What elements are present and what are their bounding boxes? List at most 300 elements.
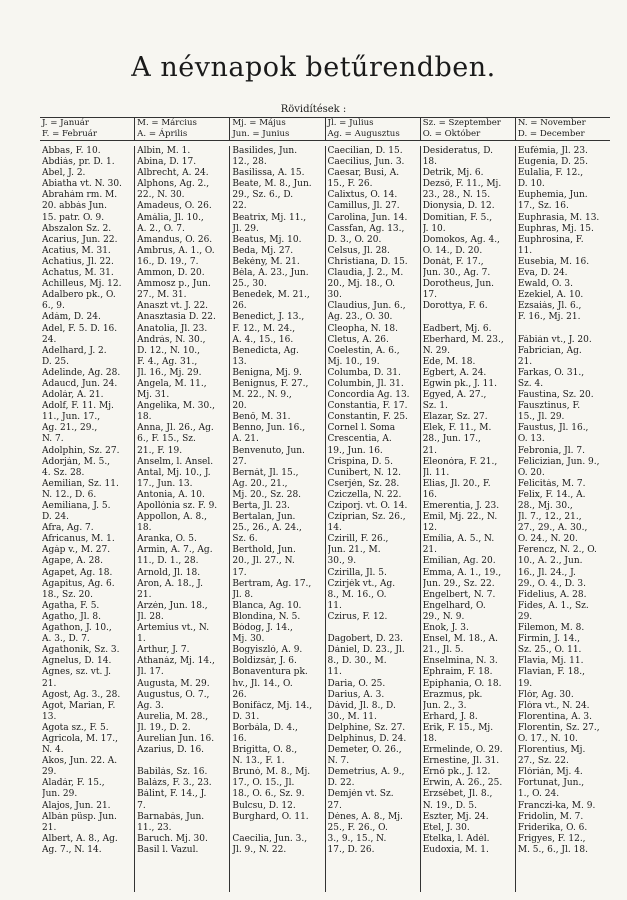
- name-day-entry: 21.: [422, 445, 438, 456]
- name-day-entry: Benedek, M. 21.,: [232, 290, 310, 301]
- name-day-entry: Agapet, Ag. 18.: [42, 567, 113, 578]
- name-day-entry: Domitian, F. 5.,: [422, 212, 493, 223]
- name-day-entry: 27.: [327, 800, 342, 811]
- name-day-entry: [137, 756, 227, 767]
- name-day-entry: F. 16., Mj. 21.: [517, 312, 581, 323]
- name-day-entry: Acarius, Jun. 22.: [42, 234, 118, 245]
- name-day-entry: Ábrahám rm. M.: [42, 190, 118, 201]
- name-day-entry: Fridolin, M. 7.: [517, 811, 584, 822]
- name-day-entry: 18.: [422, 733, 438, 744]
- name-day-entry: Christiana, D. 15.: [327, 256, 408, 267]
- name-day-entry: Czirill, F. 26.,: [327, 534, 389, 545]
- name-day-entry: Eusebia, M. 16.: [517, 256, 590, 267]
- name-day-entry: N. 13., F. 1.: [232, 756, 285, 767]
- name-day-entry: 16.: [232, 733, 247, 744]
- name-day-entry: Alajos, Jun. 21.: [42, 800, 111, 811]
- name-day-entry: Euphrosina, F.: [517, 234, 584, 245]
- name-day-entry: Achatius, Jl. 22.: [42, 256, 114, 267]
- name-day-entry: 21.: [42, 822, 57, 833]
- name-day-entry: N. 7.: [327, 756, 350, 767]
- name-day-entry: Antal, Mj. 10., J.: [137, 467, 211, 478]
- legend-entry: O. = Október: [422, 128, 481, 139]
- name-day-entry: Basilissa, A. 15.: [232, 168, 305, 179]
- name-day-entry: Abiatha vt. N. 30.: [42, 179, 122, 190]
- name-day-entry: 20. abbás Jun.: [42, 201, 107, 212]
- name-day-entry: Jl. 16., Mj. 29.: [137, 367, 202, 378]
- name-day-entry: Agatho, Jl. 8.: [42, 611, 101, 622]
- name-day-entry: Concordia Ag. 13.: [327, 390, 410, 401]
- name-day-entry: 11., 23.: [137, 822, 172, 833]
- name-day-entry: Alphons, Ag. 2.,: [137, 179, 210, 190]
- legend-entry: Ag. = Augusztus: [327, 128, 400, 139]
- name-day-entry: Eulalia, F. 12.,: [517, 168, 584, 179]
- name-day-entry: Albán püsp. Jun.: [42, 811, 117, 822]
- name-day-entry: Sz. 1.: [422, 401, 448, 412]
- name-day-entry: Elek, F. 11., M.: [422, 423, 492, 434]
- name-day-entry: Emil, Mj. 22., N.: [422, 512, 498, 523]
- name-column: [135, 146, 230, 892]
- name-day-entry: 12., 28.: [232, 157, 267, 168]
- name-day-entry: Dávid, Jl. 8., D.: [327, 700, 396, 711]
- name-day-entry: Abdiás, pr. D. 1.: [42, 157, 115, 168]
- name-day-entry: 17., D. 26.: [327, 844, 375, 855]
- name-day-entry: 27.: [232, 456, 247, 467]
- name-day-entry: Aemilian, Sz. 11.: [42, 478, 119, 489]
- name-day-entry: Jun. 21., M.: [327, 545, 381, 556]
- name-day-entry: Dionysia, D. 12.: [422, 201, 495, 212]
- name-day-entry: 28., Jun. 17.,: [422, 434, 481, 445]
- name-day-entry: Ádám, D. 24.: [42, 312, 101, 323]
- name-day-entry: Enselmina, N. 3.: [422, 656, 498, 667]
- name-day-entry: Etel, J. 30.: [422, 822, 470, 833]
- name-day-entry: 25., 26., A. 24.,: [232, 523, 302, 534]
- name-day-entry: Febronia, Jl. 7.: [517, 445, 585, 456]
- legend-entry: D. = December: [517, 128, 585, 139]
- name-day-entry: Arnold, Jl. 18.: [137, 567, 201, 578]
- name-day-entry: Cunibert, N. 12.: [327, 467, 401, 478]
- name-day-entry: 13.: [42, 711, 57, 722]
- name-day-entry: Achilleus, Mj. 12.: [42, 279, 122, 290]
- name-day-entry: A. 2., O. 7.: [137, 223, 185, 234]
- name-day-entry: Anna, Jl. 26., Ag.: [137, 423, 214, 434]
- name-day-entry: Bogyiszló, A. 9.: [232, 645, 303, 656]
- name-day-entry: Adalbero pk., O.: [42, 290, 116, 301]
- name-day-entry: Bertram, Ag. 17.,: [232, 578, 312, 589]
- name-day-entry: Jl. 29.: [232, 223, 259, 234]
- name-day-entry: Anaszt vt. J. 22.: [137, 301, 209, 312]
- name-day-entry: Emerentia, J. 23.: [422, 501, 500, 511]
- name-day-entry: Flavian, F. 18.,: [517, 667, 585, 678]
- legend-entry: Mj. = Május: [232, 118, 286, 128]
- name-day-entry: Africanus, M. 1.: [42, 534, 115, 545]
- name-day-entry: Dorottya, F. 6.: [422, 301, 488, 312]
- name-day-entry: Euphras, Mj. 15.: [517, 223, 594, 234]
- name-day-entry: Beatrix, Mj. 11.,: [232, 212, 307, 223]
- name-day-entry: Dániel, D. 23., Jl.: [327, 645, 405, 656]
- name-day-entry: Flór, Ag. 30.: [517, 689, 574, 700]
- name-day-entry: Constantin, F. 25.: [327, 412, 408, 423]
- name-day-entry: Flavia, Mj. 11.: [517, 656, 584, 667]
- name-day-entry: 15. patr. O. 9.: [42, 212, 105, 223]
- name-day-entry: N. 7.: [42, 434, 64, 445]
- name-day-entry: Ezekiel, A. 10.: [517, 290, 584, 301]
- name-day-entry: Cleopha, N. 18.: [327, 323, 399, 334]
- name-day-entry: Beatus, Mj. 10.: [232, 234, 302, 245]
- name-day-entry: Ewald, O. 3.: [517, 279, 574, 290]
- name-day-entry: 19., Jun. 16.: [327, 445, 383, 456]
- name-day-entry: Anasztasia D. 22.: [137, 312, 216, 323]
- name-day-entry: D. 31.: [232, 711, 260, 722]
- name-day-entry: 29., N. 9.: [422, 611, 465, 622]
- name-day-entry: Babilás, Sz. 16.: [137, 767, 208, 778]
- name-day-entry: Fabrician, Ag.: [517, 345, 582, 356]
- name-day-entry: Ag. 23., O. 30.: [327, 312, 393, 323]
- name-day-entry: Ammon, D. 20.: [137, 268, 205, 279]
- name-day-entry: Czirjék vt., Ag.: [327, 578, 396, 589]
- name-day-entry: Adelhard, J. 2.: [42, 345, 107, 356]
- name-day-entry: Angelika, M. 30.,: [137, 401, 215, 412]
- name-day-entry: N. 29.: [422, 345, 451, 356]
- name-day-entry: 16., Jl. 24., J.: [517, 567, 576, 578]
- name-day-entry: Cserjén, Sz. 28.: [327, 478, 400, 489]
- name-day-entry: Augusta, M. 29.: [137, 678, 210, 689]
- name-day-entry: Apollónia sz. F. 9.: [137, 501, 218, 511]
- name-day-entry: 13.: [232, 356, 247, 367]
- name-day-entry: Barnabás, Jun.: [137, 811, 205, 822]
- name-day-entry: Benigna, Mj. 9.: [232, 367, 302, 378]
- name-day-entry: Éva, D. 24.: [517, 268, 568, 279]
- name-day-entry: Carolina, Jun. 14.: [327, 212, 408, 223]
- name-day-entry: Amália, Jl. 10.,: [137, 212, 204, 223]
- name-day-entry: Antonia, A. 10.: [137, 489, 205, 500]
- legend-entry: Jun. = Junius: [232, 128, 290, 139]
- name-day-entry: Blondina, N. 5.: [232, 611, 301, 622]
- name-day-entry: Bertalan, Jun.: [232, 512, 296, 523]
- name-day-entry: Caesar, Busi, A.: [327, 168, 400, 179]
- name-day-entry: Demeter, O. 26.,: [327, 745, 402, 756]
- name-day-entry: 17., Jun. 13.: [137, 478, 193, 489]
- name-day-entry: Celsus, Jl. 28.: [327, 245, 390, 256]
- name-day-entry: Benignus, F. 27.,: [232, 378, 309, 389]
- name-day-entry: Ferencz, N. 2., O.: [517, 545, 597, 556]
- name-day-entry: 11.: [517, 245, 533, 256]
- legend-column: [230, 118, 325, 140]
- name-day-entry: Arzén, Jun. 18.,: [137, 600, 208, 611]
- name-day-entry: Sz. 25., O. 11.: [517, 645, 582, 656]
- name-day-entry: Felicitás, M. 7.: [517, 478, 586, 489]
- name-day-entry: Aurelia, M. 28.,: [137, 711, 209, 722]
- name-day-entry: Jun. 29., Sz. 22.: [422, 578, 495, 589]
- name-day-entry: Cziporj. vt. O. 14.: [327, 501, 408, 511]
- name-day-entry: 29., Sz. 6., D.: [232, 190, 294, 201]
- name-day-entry: Angela, M. 11.,: [137, 378, 207, 389]
- name-day-entry: Baruch. Mj. 30.: [137, 833, 208, 844]
- name-day-entry: Augustus, O. 7.,: [137, 689, 210, 700]
- name-day-entry: Albert, A. 8., Ag.: [42, 833, 118, 844]
- name-day-entry: Florentina, A. 3.: [517, 711, 593, 722]
- name-day-entry: Appollon, A. 8.,: [137, 512, 207, 523]
- name-day-entry: 30., M. 11.: [327, 711, 377, 722]
- name-day-entry: Adorján, M. 5.,: [42, 456, 111, 467]
- legend-entry: N. = November: [517, 118, 586, 128]
- name-day-entry: Erik, F. 15., Mj.: [422, 722, 494, 733]
- name-day-entry: Benedicta, Ag.: [232, 345, 299, 356]
- name-day-entry: Agnes, sz. vt. J.: [42, 667, 111, 678]
- name-day-entry: Arthur, J. 7.: [137, 645, 190, 656]
- name-day-entry: Bálint, F. 14., J.: [137, 789, 207, 800]
- name-day-entry: Egyed, A. 27.,: [422, 390, 487, 401]
- name-day-entry: 22.: [232, 201, 247, 212]
- name-day-entry: Emma, A. 1., 19.,: [422, 567, 502, 578]
- name-day-entry: Eugenia, D. 25.: [517, 157, 589, 168]
- legend-entry: Sz. = Szeptember: [422, 118, 501, 128]
- name-day-entry: M. 22., N. 9.,: [232, 390, 292, 401]
- name-day-entry: Czirus, F. 12.: [327, 611, 388, 622]
- name-day-entry: Jl. 17.: [137, 667, 164, 678]
- name-day-entry: András, N. 30.,: [137, 334, 206, 345]
- name-day-entry: 18.: [422, 157, 438, 168]
- name-day-entry: Columbin, Jl. 31.: [327, 378, 404, 389]
- name-day-columns: [40, 146, 610, 892]
- name-day-entry: Claudia, J. 2., M.: [327, 268, 404, 279]
- name-day-entry: 30., 9.: [327, 556, 357, 567]
- name-day-entry: 6., F. 15., Sz.: [137, 434, 196, 445]
- name-day-entry: Dorotheus, Jun.: [422, 279, 494, 290]
- name-day-entry: Demetrius, A. 9.,: [327, 767, 405, 778]
- abbreviation-legend: [40, 117, 610, 141]
- name-day-entry: 12.: [422, 523, 438, 534]
- name-day-entry: [423, 312, 513, 323]
- name-day-entry: Egwin pk., J. 11.: [422, 378, 497, 389]
- name-day-entry: Crispina, D. 5.: [327, 456, 393, 467]
- name-day-entry: 25., 30.: [232, 279, 267, 290]
- name-day-entry: Euphrasia, M. 13.: [517, 212, 600, 223]
- name-day-entry: Caecilian, D. 15.: [327, 146, 403, 156]
- name-day-entry: Bekény, M. 21.: [232, 256, 300, 267]
- name-day-entry: 15., F. 26.: [327, 179, 373, 190]
- name-day-entry: Friderika, O. 6.: [517, 822, 588, 833]
- legend-column: [421, 118, 516, 140]
- name-day-entry: Calixtus, O. 14.: [327, 190, 398, 201]
- name-day-entry: Jun. 2., 3.: [422, 700, 467, 711]
- name-day-entry: 11.: [327, 600, 342, 611]
- name-day-entry: Cziczella, N. 22.: [327, 489, 402, 500]
- name-day-entry: Eberhard, M. 23.,: [422, 334, 504, 345]
- name-day-entry: Adolf, F. 11. Mj.: [42, 401, 114, 412]
- name-day-entry: Demjén vt. Sz.: [327, 789, 394, 800]
- name-day-entry: 27., M. 31.: [137, 290, 187, 301]
- legend-column: [516, 118, 610, 140]
- name-day-entry: Bonaventura pk.: [232, 667, 308, 678]
- name-day-entry: Albrecht, A. 24.: [137, 168, 209, 179]
- name-day-entry: [328, 623, 418, 634]
- name-day-entry: Camillus, Jl. 27.: [327, 201, 400, 212]
- name-day-entry: Felicizian, Jun. 9.,: [517, 456, 600, 467]
- name-day-entry: Farkas, O. 31.,: [517, 367, 585, 378]
- name-day-entry: Florentin, Sz. 27.,: [517, 722, 600, 733]
- name-day-entry: 17., O. 15., Jl.: [232, 778, 295, 789]
- legend-entry: J. = Január: [42, 118, 90, 128]
- name-day-entry: Fidelius, A. 28.: [517, 589, 587, 600]
- name-day-entry: Acatius, M. 31.: [42, 245, 111, 256]
- name-day-entry: Fides, A. 1., Sz.: [517, 600, 589, 611]
- legend-entry: A. = Április: [137, 128, 188, 139]
- name-day-entry: Emilian, Ag. 20.: [422, 556, 496, 567]
- name-day-entry: Abszalon Sz. 2.: [42, 223, 112, 234]
- name-day-entry: 1.: [137, 634, 146, 645]
- name-day-entry: O. 24., N. 20.: [517, 534, 578, 545]
- name-day-entry: 27., Sz. 22.: [517, 756, 569, 767]
- name-day-entry: Florentius, Mj.: [517, 745, 586, 756]
- name-day-entry: 8., D. 30., M.: [327, 656, 387, 667]
- name-day-entry: Eudoxia, M. 1.: [422, 844, 489, 855]
- name-day-entry: Boldizsár, J. 6.: [232, 656, 297, 667]
- name-day-entry: 11., Jun. 17.,: [42, 412, 101, 423]
- name-day-entry: Egbert, A. 24.: [422, 367, 487, 378]
- name-day-entry: Delphine, Sz. 27.: [327, 722, 406, 733]
- name-day-entry: Cassfan, Ag. 13.,: [327, 223, 405, 234]
- name-day-entry: Felix, F. 14., A.: [517, 489, 586, 500]
- name-day-entry: Franczi-ka, M. 9.: [517, 800, 596, 811]
- name-day-entry: 20.: [232, 401, 247, 412]
- name-day-entry: Adolár, A. 21.: [42, 390, 104, 401]
- abbreviations-heading: Rövidítések :: [280, 104, 347, 115]
- name-day-entry: Euphemia, Jun.: [517, 190, 588, 201]
- name-day-entry: D. 10.: [517, 179, 545, 190]
- name-day-entry: Flóra vt., N. 24.: [517, 700, 590, 711]
- name-day-entry: Columba, D. 31.: [327, 367, 401, 378]
- name-day-entry: Fábián vt., J. 20.: [517, 334, 592, 345]
- name-day-entry: D. 12., N. 10.,: [137, 345, 201, 356]
- name-day-entry: Czirilla, Jl. 5.: [327, 567, 387, 578]
- name-day-entry: 24.: [42, 334, 57, 345]
- name-day-entry: Adelinde, Ag. 28.: [42, 367, 121, 378]
- name-day-entry: F. 12., M. 24.,: [232, 323, 296, 334]
- name-day-entry: 17.: [422, 290, 438, 301]
- name-day-entry: Amadeus, O. 26.: [137, 201, 212, 212]
- name-day-entry: Caecilia, Jun. 3.,: [232, 833, 308, 844]
- name-day-entry: Flórián, Mj. 4.: [517, 767, 583, 778]
- name-day-entry: Erhard, J. 8.: [422, 711, 478, 722]
- name-day-entry: 17.: [232, 567, 247, 578]
- name-day-entry: Darius, A. 3.: [327, 689, 385, 700]
- name-day-entry: 17., Sz. 16.: [517, 201, 569, 212]
- name-day-entry: Ezsaiás, Jl. 6.,: [517, 301, 582, 312]
- name-day-entry: Brunó, M. 8., Mj.: [232, 767, 311, 778]
- name-column: [516, 146, 610, 892]
- name-column: [326, 146, 421, 892]
- name-day-entry: Ensel, M. 18., A.: [422, 634, 498, 645]
- name-day-entry: N. 12., D. 6.: [42, 489, 97, 500]
- name-day-entry: hv., Jl. 14., O.: [232, 678, 293, 689]
- name-day-entry: Berthold, Jun.: [232, 545, 296, 556]
- name-day-entry: Aurelian Jun. 16.: [137, 733, 215, 744]
- name-day-entry: 15., Jl. 29.: [517, 412, 565, 423]
- name-day-entry: Daria, O. 25.: [327, 678, 386, 689]
- name-day-entry: Erzsébet, Jl. 8.,: [422, 789, 493, 800]
- name-day-entry: Engelhard, O.: [422, 600, 486, 611]
- name-day-entry: Sz. 4.: [517, 378, 544, 389]
- name-day-entry: [232, 823, 322, 834]
- name-day-entry: Aranka, O. 5.: [137, 534, 197, 545]
- name-day-entry: Ágota sz., F. 5.: [42, 722, 109, 733]
- name-day-entry: Anselm, l. Ansel.: [137, 456, 214, 467]
- name-day-entry: Aladár, F. 15.,: [42, 778, 105, 789]
- name-day-entry: Faustus, Jl. 16.,: [517, 423, 589, 434]
- name-day-entry: 18., Sz. 20.: [42, 589, 93, 600]
- name-day-entry: Eufémia, Jl. 23.: [517, 146, 588, 156]
- name-day-entry: Ernő pk., J. 12.: [422, 767, 491, 778]
- name-day-entry: 28., Mj. 30.,: [517, 501, 573, 511]
- name-day-entry: Borbála, D. 4.,: [232, 722, 298, 733]
- name-day-entry: Agape, A. 28.: [42, 556, 103, 567]
- name-day-entry: 30.: [327, 290, 342, 301]
- name-day-entry: 4. Sz. 28.: [42, 467, 85, 478]
- name-day-entry: Béla, A. 23., Jun.: [232, 268, 309, 279]
- name-day-entry: A. 4., 15., 16.: [232, 334, 294, 345]
- name-day-entry: Adolphin, Sz. 27.: [42, 445, 120, 456]
- name-day-entry: Balázs, F. 3., 23.: [137, 778, 212, 789]
- name-day-entry: 14.: [327, 523, 342, 534]
- name-day-entry: Elazar, Sz. 27.: [422, 412, 488, 423]
- name-day-entry: Caecilius, Jun. 3.: [327, 157, 405, 168]
- name-day-entry: Firmin, J. 14.,: [517, 634, 581, 645]
- name-day-entry: Czíprian, Sz. 26.,: [327, 512, 406, 523]
- name-day-entry: Jun. 30., Ag. 7.: [422, 268, 491, 279]
- legend-column: [326, 118, 421, 140]
- name-day-entry: Epiphania, O. 18.: [422, 678, 502, 689]
- name-day-entry: Blanca, Ag. 10.: [232, 600, 302, 611]
- name-day-entry: Agathonik, Sz. 3.: [42, 645, 120, 656]
- name-day-entry: 16.: [422, 489, 438, 500]
- legend-column: [135, 118, 230, 140]
- name-day-entry: 8., M. 16., O.: [327, 589, 387, 600]
- name-day-entry: Agathon, J. 10.,: [42, 623, 112, 634]
- name-day-entry: Mj. 31.: [137, 390, 170, 401]
- name-day-entry: 21.: [42, 678, 57, 689]
- name-day-entry: Detrik, Mj. 6.: [422, 168, 484, 179]
- name-day-entry: Anatolia, Jl. 23.: [137, 323, 208, 334]
- name-day-entry: Athanáz, Mj. 14.,: [137, 656, 215, 667]
- name-day-entry: Bernát, Jl. 15.,: [232, 467, 299, 478]
- name-day-entry: N. 19., D. 5.: [422, 800, 477, 811]
- name-day-entry: D. 25.: [42, 356, 69, 367]
- name-day-entry: 29., O. 4., D. 3.: [517, 578, 586, 589]
- name-day-entry: Jl. 8.: [232, 589, 254, 600]
- name-day-entry: 22., N. 30.: [137, 190, 185, 201]
- name-day-entry: 26.: [232, 689, 247, 700]
- name-day-entry: Jl. 11.: [422, 467, 450, 478]
- legend-column: [40, 118, 135, 140]
- name-day-entry: 18.: [137, 523, 152, 534]
- name-day-entry: Burghard, O. 11.: [232, 811, 309, 822]
- name-day-entry: Frigyes, F. 12.,: [517, 833, 586, 844]
- name-day-entry: Amandus, O. 26.: [137, 234, 213, 245]
- name-day-entry: 6., 9.: [42, 301, 65, 312]
- name-day-entry: Fausztinus, F.: [517, 401, 581, 412]
- name-day-entry: 18., O. 6., Sz. 9.: [232, 789, 305, 800]
- name-column: [421, 146, 516, 892]
- name-day-entry: Cletus, A. 26.: [327, 334, 389, 345]
- name-day-entry: Ag. 21., 29.,: [42, 423, 98, 434]
- name-day-entry: Benedict, J. 13.,: [232, 312, 305, 323]
- name-day-entry: 19.: [517, 678, 533, 689]
- name-day-entry: 7.: [137, 800, 146, 811]
- name-day-entry: 21., Jl. 5.: [422, 645, 464, 656]
- name-day-entry: 18.: [137, 412, 152, 423]
- name-day-entry: Enok, J. 3.: [422, 623, 469, 634]
- name-day-entry: Etelka, l. Adél.: [422, 833, 490, 844]
